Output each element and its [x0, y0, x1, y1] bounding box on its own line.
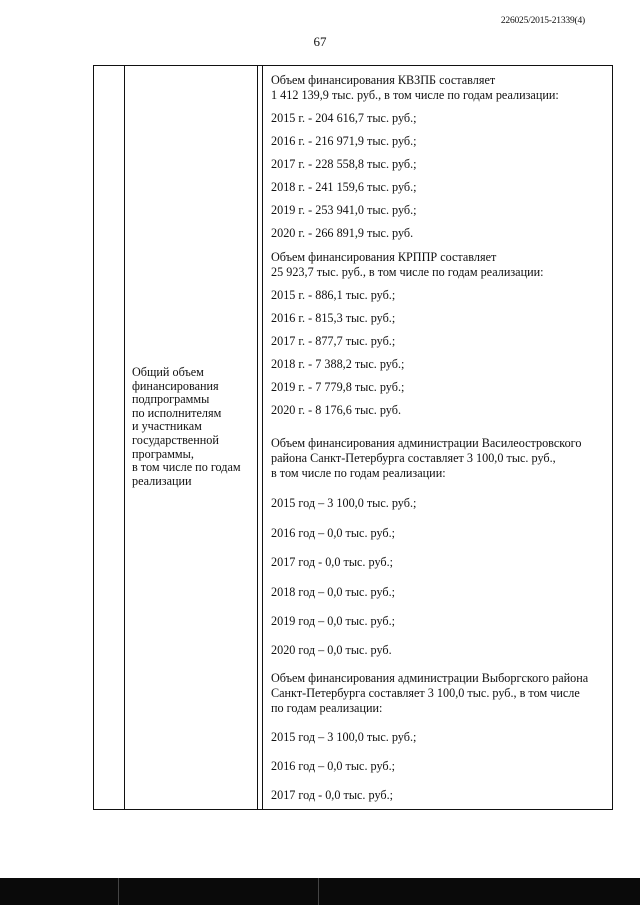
- row-label-line: Общий объем: [132, 365, 204, 379]
- year-line: 2020 г. - 266 891,9 тыс. руб.: [271, 226, 414, 240]
- year-line: 2017 год - 0,0 тыс. руб.;: [271, 555, 394, 569]
- row-label-line: реализации: [132, 473, 192, 488]
- year-line: 2015 г. - 204 616,7 тыс. руб.;: [271, 111, 417, 125]
- row-label-line: государственной: [132, 432, 219, 447]
- funding-heading-vasileostrovsky: в том числе по годам реализации:: [271, 466, 446, 480]
- funding-heading-vyborgsky: Объем финансирования администрации Выборгского района: [271, 671, 589, 685]
- funding-heading-kvzpb: Объем финансирования КВЗПБ составляет: [271, 73, 496, 87]
- funding-heading-vasileostrovsky: Объем финансирования администрации Василеостровского: [271, 436, 582, 450]
- year-line: 2020 год – 0,0 тыс. руб.: [271, 643, 392, 657]
- scan-edge-mark: [318, 878, 319, 905]
- year-line: 2015 г. - 886,1 тыс. руб.;: [271, 288, 396, 302]
- year-line: 2019 г. - 7 779,8 тыс. руб.;: [271, 380, 405, 394]
- year-line: 2016 год – 0,0 тыс. руб.;: [271, 759, 396, 773]
- column-divider: [124, 66, 125, 809]
- document-id: 226025/2015-21339(4): [500, 16, 585, 26]
- year-line: 2019 год – 0,0 тыс. руб.;: [271, 614, 396, 628]
- funding-heading-krppr: Объем финансирования КРППР составляет: [271, 250, 497, 264]
- funding-heading-vyborgsky: по годам реализации:: [271, 701, 383, 715]
- scan-edge-mark: [118, 878, 119, 905]
- funding-total-krppr: 25 923,7 тыс. руб., в том числе по годам реализации:: [271, 265, 544, 279]
- funding-heading-vasileostrovsky: района Санкт-Петербурга составляет 3 100,0 тыс. руб.,: [271, 451, 556, 465]
- year-line: 2015 год – 3 100,0 тыс. руб.;: [271, 730, 417, 744]
- year-line: 2017 год - 0,0 тыс. руб.;: [271, 788, 394, 802]
- year-line: 2017 г. - 228 558,8 тыс. руб.;: [271, 157, 417, 171]
- row-label-line: программы,: [132, 446, 194, 461]
- year-line: 2016 г. - 216 971,9 тыс. руб.;: [271, 134, 417, 148]
- row-label-line: финансирования: [132, 378, 219, 393]
- year-line: 2020 г. - 8 176,6 тыс. руб.: [271, 403, 401, 417]
- page-number: 67: [313, 34, 327, 49]
- scan-edge-bar: [0, 878, 640, 905]
- year-line: 2018 г. - 241 159,6 тыс. руб.;: [271, 180, 417, 194]
- funding-total-kvzpb: 1 412 139,9 тыс. руб., в том числе по годам реализации:: [271, 88, 559, 102]
- row-label-line: и участникам: [132, 419, 202, 434]
- funding-heading-vyborgsky: Санкт-Петербурга составляет 3 100,0 тыс. руб., в том числе: [271, 686, 580, 700]
- row-label-line: в том числе по годам: [132, 460, 241, 475]
- year-line: 2015 год – 3 100,0 тыс. руб.;: [271, 496, 417, 510]
- year-line: 2016 год – 0,0 тыс. руб.;: [271, 526, 396, 540]
- row-label-line: подпрограммы: [132, 392, 210, 407]
- table: [93, 65, 613, 810]
- row-label-line: по исполнителям: [132, 405, 222, 420]
- column-divider: [262, 66, 263, 809]
- year-line: 2018 год – 0,0 тыс. руб.;: [271, 585, 396, 599]
- year-line: 2017 г. - 877,7 тыс. руб.;: [271, 334, 396, 348]
- year-line: 2016 г. - 815,3 тыс. руб.;: [271, 311, 396, 325]
- year-line: 2019 г. - 253 941,0 тыс. руб.;: [271, 203, 417, 217]
- column-divider: [257, 66, 258, 809]
- row-label-cell: [132, 366, 257, 488]
- year-line: 2018 г. - 7 388,2 тыс. руб.;: [271, 357, 405, 371]
